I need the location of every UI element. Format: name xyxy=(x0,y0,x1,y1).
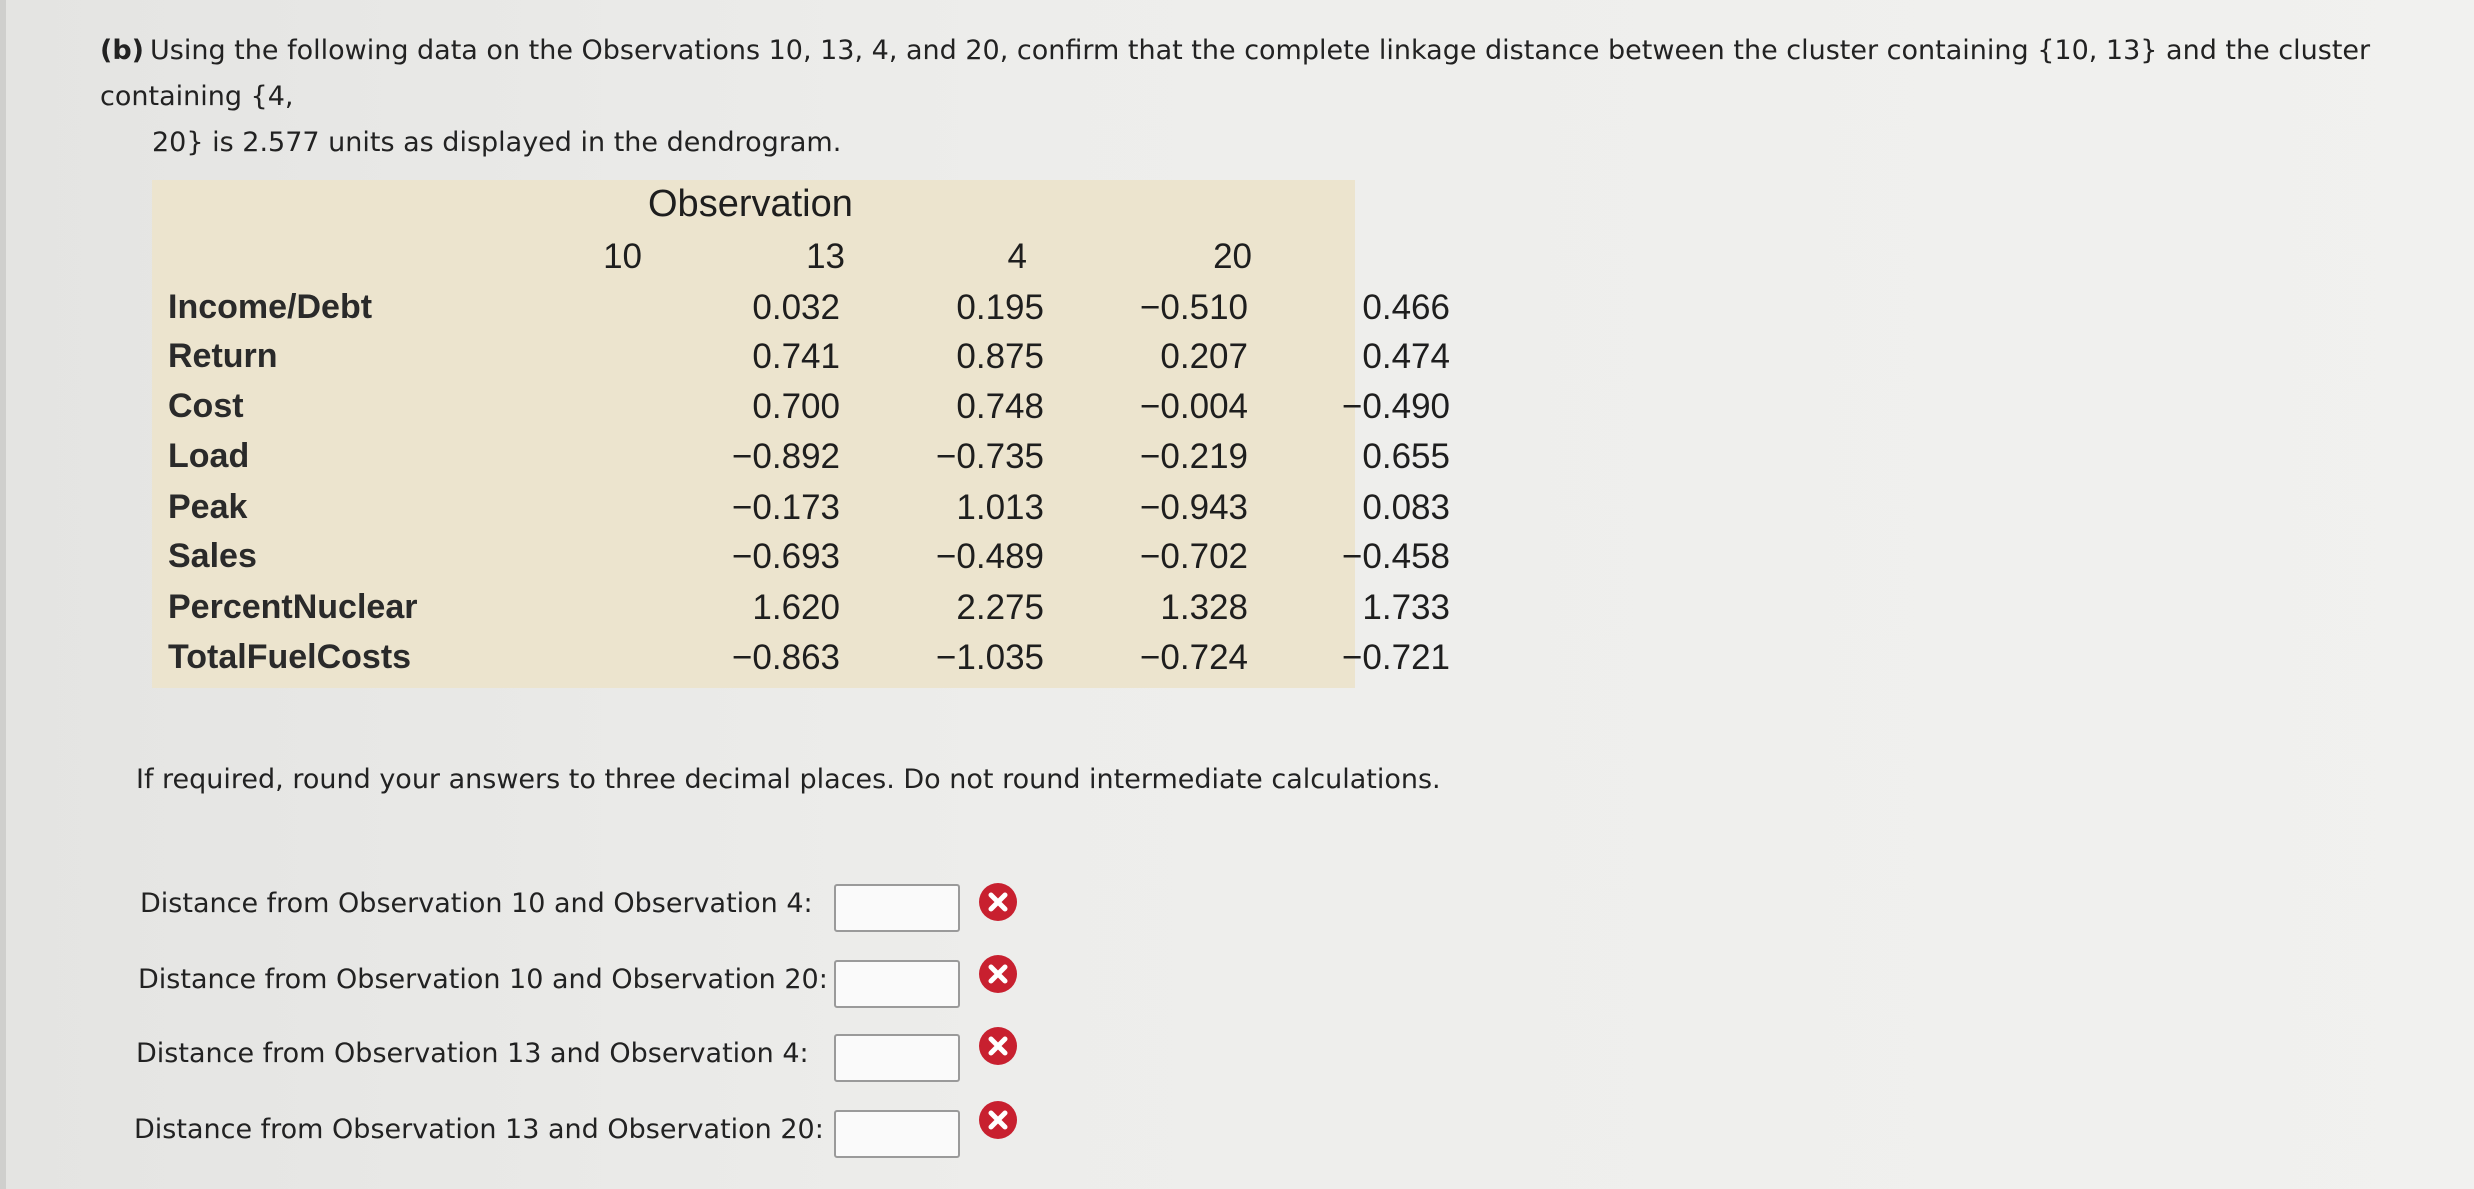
row-label-return: Return xyxy=(168,337,278,375)
table-cell: −0.219 xyxy=(1139,437,1248,476)
table-cell: 0.195 xyxy=(956,288,1044,327)
rounding-instruction: If required, round your answers to three decimal places. Do not round intermediate calculations. xyxy=(136,764,1441,795)
row-label-cost: Cost xyxy=(168,387,244,425)
question-label-10-4: Distance from Observation 10 and Observation 4: xyxy=(140,888,813,919)
table-cell: 1.328 xyxy=(1160,588,1248,627)
table-cell: −0.702 xyxy=(1139,537,1248,576)
row-label-income-debt: Income/Debt xyxy=(168,288,373,326)
row-label-peak: Peak xyxy=(168,488,248,526)
table-cell: 0.083 xyxy=(1362,488,1450,527)
column-header-4: 4 xyxy=(1007,237,1027,276)
question-label-13-20: Distance from Observation 13 and Observation 20: xyxy=(134,1114,824,1145)
question-prompt xyxy=(100,28,2440,166)
table-cell: 0.466 xyxy=(1362,288,1450,327)
prompt-line-2: 20} is 2.577 units as displayed in the dendrogram. xyxy=(152,127,842,158)
question-label-13-4: Distance from Observation 13 and Observation 4: xyxy=(136,1038,809,1069)
prompt-line-1: Using the following data on the Observations 10, 13, 4, and 20, confirm that the complete linkage distance between the cluster containing {10, 13} and the cluster containing {4, xyxy=(100,35,2371,112)
table-cell: 0.655 xyxy=(1362,437,1450,476)
table-cell: −0.721 xyxy=(1341,638,1450,677)
column-header-10: 10 xyxy=(603,237,642,276)
answer-input-13-20[interactable] xyxy=(834,1110,960,1158)
table-cell: 1.733 xyxy=(1362,588,1450,627)
table-cell: 0.207 xyxy=(1160,337,1248,376)
incorrect-x-icon xyxy=(978,882,1018,922)
incorrect-x-icon xyxy=(978,1026,1018,1066)
row-label-total-fuel-costs: TotalFuelCosts xyxy=(168,638,412,676)
table-cell: −0.943 xyxy=(1139,488,1248,527)
table-cell: −0.004 xyxy=(1139,387,1248,426)
part-tag: (b) xyxy=(100,35,145,66)
column-header-13: 13 xyxy=(806,237,845,276)
table-cell: −0.510 xyxy=(1139,288,1248,327)
observation-data-table xyxy=(152,180,1450,688)
column-header-20: 20 xyxy=(1213,237,1252,276)
table-cell: −0.173 xyxy=(731,488,840,527)
table-cell: 2.275 xyxy=(956,588,1044,627)
table-cell: −0.489 xyxy=(935,537,1044,576)
table-title: Observation xyxy=(648,183,853,225)
table-cell: −0.458 xyxy=(1341,537,1450,576)
table-cell: −0.892 xyxy=(731,437,840,476)
answer-input-10-20[interactable] xyxy=(834,960,960,1008)
table-cell: −1.035 xyxy=(935,638,1044,677)
table-cell: 0.748 xyxy=(956,387,1044,426)
answer-input-10-4[interactable] xyxy=(834,884,960,932)
row-label-sales: Sales xyxy=(168,537,257,575)
table-cell: 1.013 xyxy=(956,488,1044,527)
table-cell: 0.875 xyxy=(956,337,1044,376)
table-cell: −0.724 xyxy=(1139,638,1248,677)
table-cell: 0.741 xyxy=(752,337,840,376)
table-cell: 0.474 xyxy=(1362,337,1450,376)
row-label-load: Load xyxy=(168,437,250,475)
table-cell: −0.863 xyxy=(731,638,840,677)
table-cell: 1.620 xyxy=(752,588,840,627)
left-border xyxy=(0,0,6,1189)
table-cell: −0.735 xyxy=(935,437,1044,476)
incorrect-x-icon xyxy=(978,954,1018,994)
incorrect-x-icon xyxy=(978,1100,1018,1140)
table-cell: 0.700 xyxy=(752,387,840,426)
question-label-10-20: Distance from Observation 10 and Observation 20: xyxy=(138,964,828,995)
table-cell: −0.693 xyxy=(731,537,840,576)
answer-input-13-4[interactable] xyxy=(834,1034,960,1082)
table-cell: −0.490 xyxy=(1341,387,1450,426)
row-label-percent-nuclear: PercentNuclear xyxy=(168,588,418,626)
table-cell: 0.032 xyxy=(752,288,840,327)
